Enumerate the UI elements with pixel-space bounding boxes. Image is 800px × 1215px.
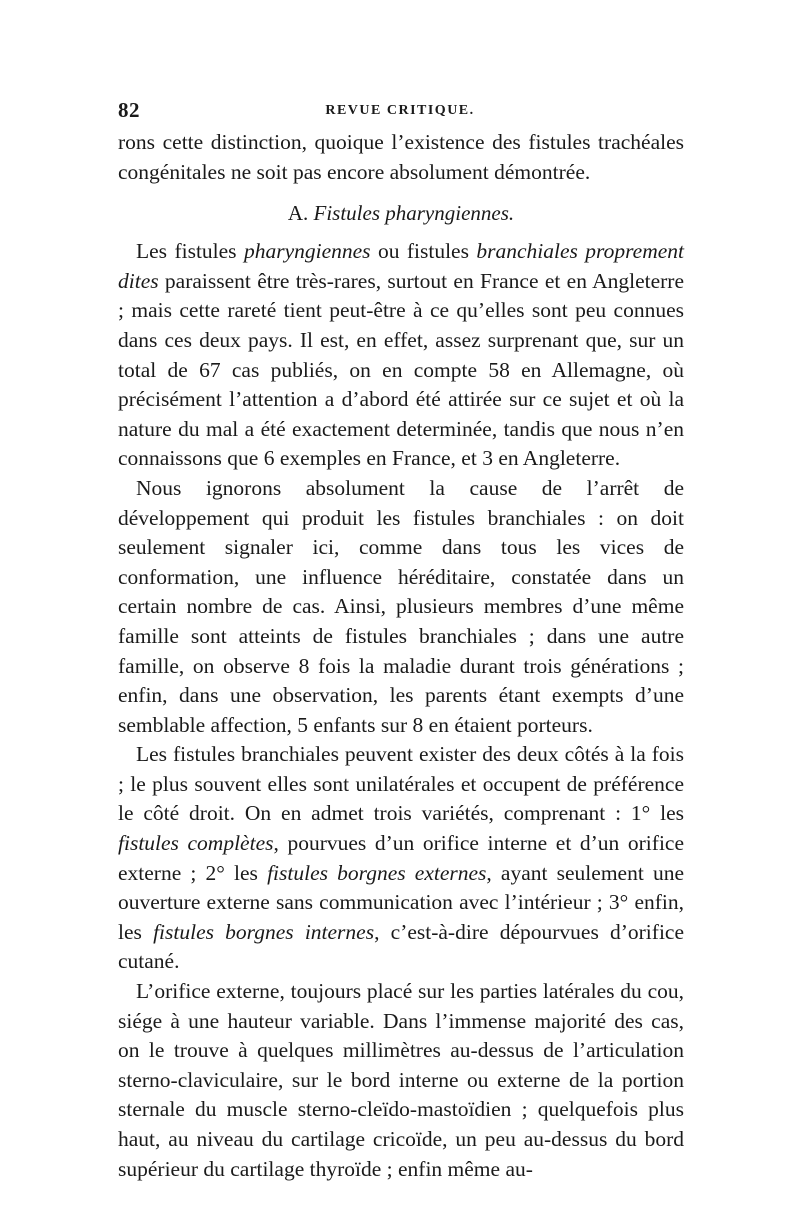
running-head	[118, 98, 682, 128]
paragraph-varietes	[118, 740, 684, 977]
text-run: , ayant seulement une ouverture externe sans communication avec l’intérieur ; 3° enfin, les	[118, 860, 684, 944]
body-text	[118, 128, 684, 1184]
section-title: Fistules pharyngiennes.	[313, 201, 515, 226]
emphasis-fistules-completes: fistules complètes	[118, 831, 274, 856]
text-run: Les fistules branchiales peuvent exister des deux côtés à la fois ; le plus souvent elles sont unilatérales et occupent de préférence le côté droit. On en admet trois variétés, comprenant : 1° les	[118, 742, 684, 826]
journal-title: REVUE CRITIQUE.	[325, 103, 475, 118]
paragraph-orifice-externe: L’orifice externe, toujours placé sur les parties latérales du cou, siége à une hauteur variable. Dans l’immense majorité des cas, on le trouve à quelques millimètres au-dessus de l’articulation sterno-claviculaire, sur le bord interne ou externe de la portion sternale du muscle sterno-cleïdo-mastoïdien ; quelquefois plus haut, au niveau du cartilage cricoïde, un peu au-dessus du bord supérieur du cartilage thyroïde ; enfin même au-	[118, 979, 684, 1181]
paragraph-pharyngiennes	[118, 237, 684, 474]
emphasis-fistules-borgnes-externes: fistules borgnes externes	[267, 860, 487, 885]
text-run: , pourvues d’un orifice interne et d’un orifice externe ; 2° les	[118, 831, 684, 885]
emphasis-fistules-borgnes-internes: fistules borgnes internes	[153, 919, 375, 944]
emphasis-pharyngiennes: pharyngiennes	[243, 239, 371, 264]
text-run: ou fistules	[370, 239, 477, 264]
emphasis-branchiales-proprement-dites: branchiales proprement dites	[118, 239, 684, 293]
text-run: Les fistules	[136, 239, 244, 264]
text-run: paraissent être très-rares, surtout en France et en Angleterre ; mais cette rareté tient peut-être à ce qu’elles sont peu connues dans ces deux pays. Il est, en effet, assez surprenant que, sur un total de 67 cas publiés, on en compte 58 en Allemagne, où précisément l’attention a d’abord été attirée sur ce sujet et où la nature du mal a été exactement determinée, tandis que nous n’en connaissons que 6 exemples en France, et 3 en Angleterre.	[118, 268, 684, 471]
intro-paragraph: rons cette distinction, quoique l’existence des fistules trachéales congénitales ne soit pas encore absolument démontrée.	[118, 130, 684, 184]
paragraph-cause: Nous ignorons absolument la cause de l’arrêt de développement qui produit les fistules branchiales : on doit seulement signaler ici, comme dans tous les vices de conformation, une influence héréditaire, constatée dans un certain nombre de cas. Ainsi, plusieurs membres d’une même famille sont atteints de fistules branchiales ; dans une autre famille, on observe 8 fois la maladie durant trois générations ; enfin, dans une observation, les parents étant exempts d’une semblable affection, 5 enfants sur 8 en étaient porteurs.	[118, 475, 684, 737]
section-heading	[118, 201, 684, 225]
text-run: , c’est-à-dire dépourvues d’orifice cutané.	[118, 919, 684, 974]
section-label: A.	[287, 201, 309, 226]
page-number: 82	[118, 98, 140, 122]
